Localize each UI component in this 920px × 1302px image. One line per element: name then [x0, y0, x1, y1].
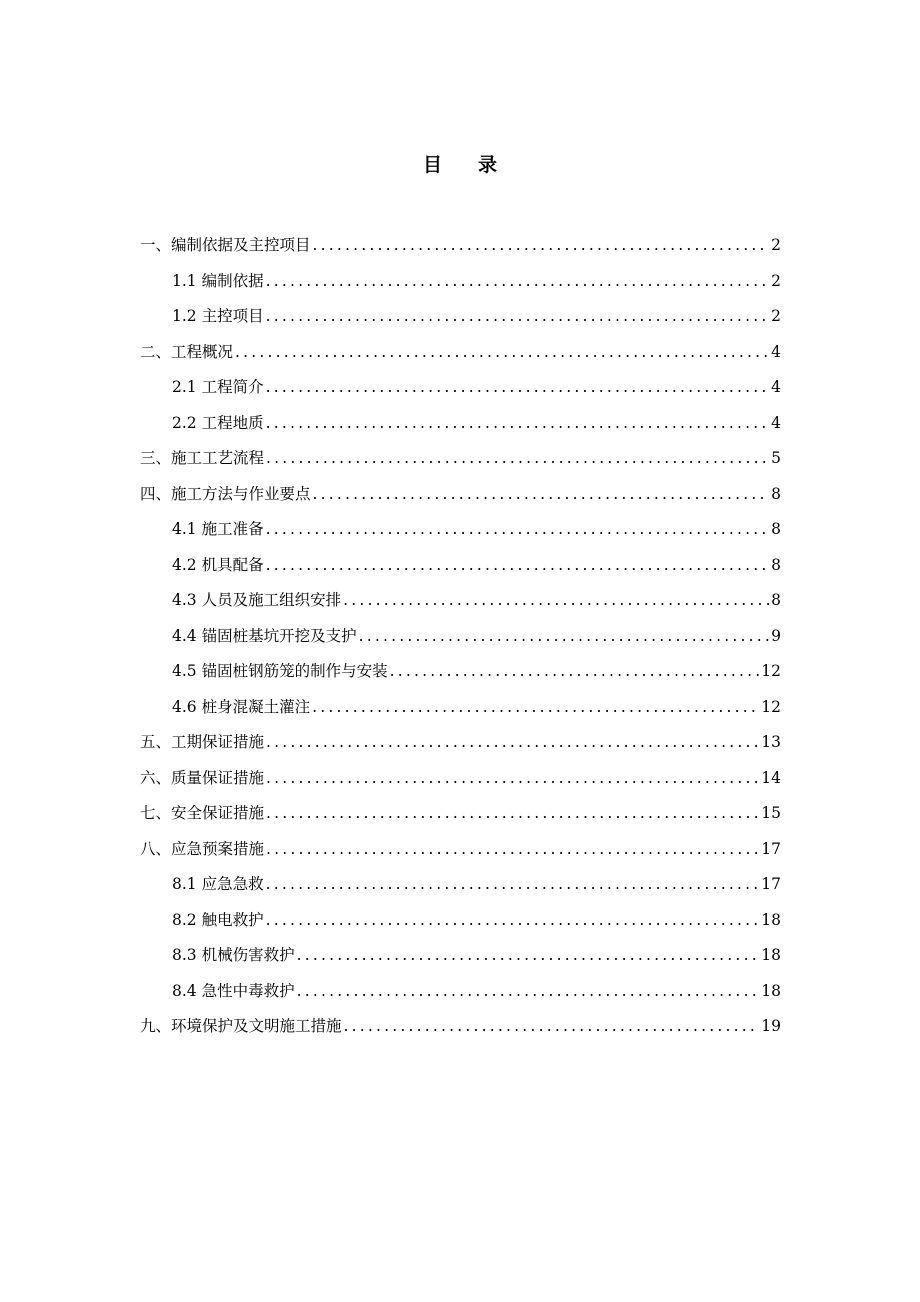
toc-entry[interactable] [140, 477, 781, 513]
toc-dot-leader [313, 228, 770, 264]
toc-entry[interactable] [140, 832, 781, 868]
toc-entry[interactable] [140, 548, 781, 584]
toc-dot-leader [359, 619, 770, 655]
toc-dot-leader [266, 299, 770, 335]
toc-page-number: 2 [771, 271, 781, 290]
toc-dot-leader [266, 406, 770, 442]
toc-entry-text: 1.1 编制依据 [172, 271, 264, 290]
toc-entry[interactable] [140, 406, 781, 442]
toc-entry-text: 4.4 锚固桩基坑开挖及支护 [172, 626, 357, 645]
toc-page-number: 4 [771, 342, 781, 361]
toc-entry-text: 4.6 桩身混凝土灌注 [172, 697, 311, 716]
toc-dot-leader [266, 832, 759, 868]
toc-dot-leader [266, 441, 769, 477]
toc-dot-leader [266, 725, 759, 761]
toc-entry[interactable] [140, 761, 781, 797]
toc-entry[interactable] [140, 335, 781, 371]
toc-dot-leader [266, 867, 760, 903]
toc-page-number: 17 [761, 875, 781, 893]
toc-dot-leader [297, 974, 760, 1010]
toc-entry[interactable] [140, 370, 781, 406]
toc-entry-text: 4.3 人员及施工组织安排 [172, 591, 342, 609]
toc-dot-leader [266, 370, 770, 406]
toc-entry[interactable] [140, 619, 781, 655]
toc-dot-leader [344, 1009, 760, 1045]
toc-page-number: 4 [771, 378, 781, 396]
toc-entry-text: 四、施工方法与作业要点 [140, 484, 311, 503]
toc-entry-text: 五、工期保证措施 [140, 733, 265, 751]
toc-entry-text: 4.1 施工准备 [172, 520, 264, 538]
toc-page-number: 8 [771, 555, 781, 574]
toc-entry-text: 三、施工工艺流程 [140, 449, 265, 467]
toc-dot-leader [343, 583, 769, 619]
toc-page-number: 2 [771, 307, 781, 325]
toc-page-number: 12 [761, 697, 781, 716]
toc-entry[interactable] [140, 938, 781, 974]
toc-entry-text: 一、编制依据及主控项目 [140, 236, 311, 254]
toc-dot-leader [266, 796, 759, 832]
toc-dot-leader [312, 690, 759, 726]
toc-entry-text: 六、质量保证措施 [140, 768, 265, 787]
toc-entry-text: 九、环境保护及文明施工措施 [140, 1017, 342, 1035]
toc-title [0, 150, 920, 177]
toc-title-char-2: 录 [478, 154, 498, 176]
toc-entry-text: 4.5 锚固桩钢筋笼的制作与安装 [172, 662, 388, 680]
toc-entry-text: 8.4 急性中毒救护 [172, 981, 295, 1000]
toc-entry[interactable] [140, 974, 781, 1010]
toc-entry-text: 2.1 工程简介 [172, 378, 264, 396]
toc-entry-text: 八、应急预案措施 [140, 839, 265, 858]
toc-dot-leader [266, 512, 770, 548]
toc-entry[interactable] [140, 867, 781, 903]
toc-entry-text: 8.3 机械伤害救护 [172, 946, 295, 964]
toc-entry[interactable] [140, 903, 781, 939]
toc-entry[interactable] [140, 583, 781, 619]
toc-page-number: 17 [761, 839, 781, 858]
toc-entry[interactable] [140, 299, 781, 335]
toc-page-number: 8 [771, 591, 781, 609]
toc-dot-leader [390, 654, 760, 690]
toc-entry[interactable] [140, 796, 781, 832]
toc-page-number: 14 [761, 768, 781, 787]
toc-entry[interactable] [140, 441, 781, 477]
toc-entry[interactable] [140, 1009, 781, 1045]
toc-dot-leader [266, 548, 770, 584]
toc-title-char-1: 目 [422, 154, 442, 176]
toc-page-number: 8 [771, 484, 781, 503]
toc-entry[interactable] [140, 512, 781, 548]
toc-page-number: 19 [761, 1017, 781, 1035]
toc-entry[interactable] [140, 228, 781, 264]
toc-entry-text: 8.2 触电救护 [172, 910, 264, 929]
toc-entry-text: 8.1 应急急救 [172, 875, 264, 893]
toc-page-number: 9 [771, 626, 781, 645]
toc-entry-text: 七、安全保证措施 [140, 804, 265, 822]
toc-page-number: 13 [761, 733, 781, 751]
toc-entry-text: 2.2 工程地质 [172, 413, 264, 432]
toc-dot-leader [266, 903, 760, 939]
toc-entry-text: 4.2 机具配备 [172, 555, 264, 574]
toc-page-number: 8 [771, 520, 781, 538]
toc-page-number: 2 [771, 236, 781, 254]
toc-page-number: 5 [771, 449, 781, 467]
toc-page-number: 18 [761, 946, 781, 964]
toc-dot-leader [297, 938, 760, 974]
toc-dot-leader [235, 335, 769, 371]
toc-dot-leader [313, 477, 770, 513]
toc-page-number: 15 [761, 804, 781, 822]
toc-entry-text: 二、工程概况 [140, 342, 234, 361]
toc-entry[interactable] [140, 264, 781, 300]
toc-page-number: 18 [761, 910, 781, 929]
toc-page-number: 4 [771, 413, 781, 432]
toc-entry[interactable] [140, 725, 781, 761]
toc-page-number: 12 [761, 662, 781, 680]
toc-dot-leader [266, 761, 759, 797]
toc-dot-leader [266, 264, 770, 300]
toc-entry[interactable] [140, 654, 781, 690]
table-of-contents [140, 228, 781, 1045]
toc-entry-text: 1.2 主控项目 [172, 307, 264, 325]
toc-entry[interactable] [140, 690, 781, 726]
toc-page-number: 18 [761, 981, 781, 1000]
